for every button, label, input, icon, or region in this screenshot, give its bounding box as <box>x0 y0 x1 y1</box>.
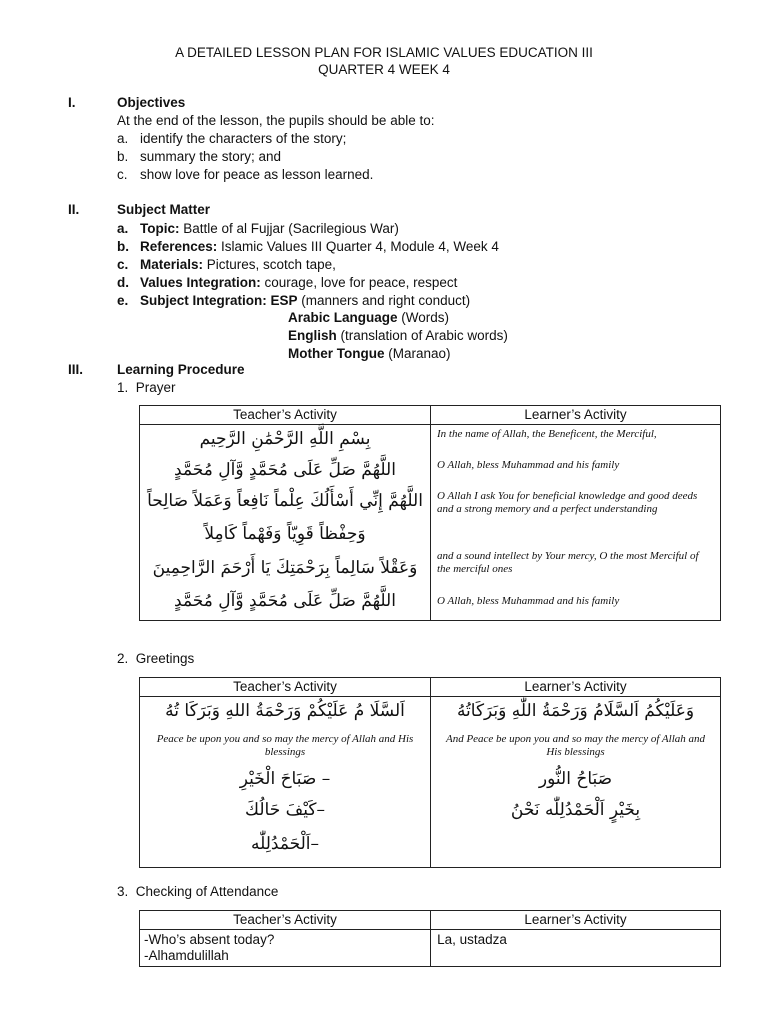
prayer-translation-line: O Allah, bless Muhammad and his family <box>437 459 620 471</box>
subject-value: Battle of al Fujjar (Sacrilegious War) <box>179 221 399 236</box>
subject-value: Islamic Values III Quarter 4, Module 4, Week 4 <box>217 239 499 254</box>
subject-sub-key: English <box>288 328 337 343</box>
subject-label: c. <box>117 257 129 272</box>
objective-label: a. <box>117 131 129 146</box>
attendance-teacher-cell <box>140 930 431 967</box>
subject-label: e. <box>117 293 129 308</box>
teacher-activity-header: Teacher’s Activity <box>140 406 431 425</box>
prayer-arabic-line: اللَّهُمَّ صَلِّ عَلَى مُحَمَّدٍ وَّآلِ مُحَمَّدٍ <box>174 460 396 480</box>
teacher-activity-header: Teacher’s Activity <box>140 678 431 697</box>
subject-key: Values Integration: <box>140 275 261 290</box>
greetings-teacher-cell <box>140 697 430 867</box>
step-attendance: 3. Checking of Attendance <box>117 884 279 899</box>
section-title-objectives: Objectives <box>117 95 186 110</box>
prayer-translation-line: O Allah, bless Muhammad and his family <box>437 595 620 607</box>
section-title-subject-matter: Subject Matter <box>117 202 211 217</box>
subject-item <box>117 238 499 255</box>
objective-label: b. <box>117 149 129 164</box>
attendance-learner-cell <box>431 930 721 967</box>
greeting-arabic-line: – صَبَاحَ الْخَيْرِ <box>239 769 331 789</box>
step-prayer: 1. Prayer <box>117 380 176 395</box>
section-title-procedure: Learning Procedure <box>117 362 245 377</box>
learner-activity-header: Learner’s Activity <box>431 911 721 930</box>
subject-value: courage, love for peace, respect <box>260 275 458 290</box>
prayer-translation-cell <box>431 425 720 620</box>
subject-sub-item <box>288 345 451 362</box>
subject-label: d. <box>117 275 129 290</box>
attendance-teacher-line: -Alhamdulillah <box>144 948 229 963</box>
subject-sub-item <box>288 327 508 344</box>
step-greetings: 2. Greetings <box>117 651 195 666</box>
objective-item <box>117 130 346 147</box>
greeting-response-line: صَبَاحُ النُّور <box>538 769 613 789</box>
section-number-objectives: I. <box>68 95 76 110</box>
subject-key: Materials: <box>140 257 204 272</box>
prayer-translation-line: O Allah I ask You for beneficial knowledge and good deeds and a strong memory and a perfect understanding <box>437 490 698 515</box>
greeting-arabic: اَلسَّلَا مُ عَلَيْكُمْ وَرَحْمَةُ اللهِ وَبَرَكَا تُهُ <box>165 701 405 721</box>
prayer-arabic-line: وَعَقْلاً سَالِماً بِرَحْمَتِكَ يَا أَرْحَمَ الرَّاحِمِينَ <box>152 558 418 578</box>
subject-sub-key: Mother Tongue <box>288 346 385 361</box>
objective-text: identify the characters of the story; <box>140 131 347 146</box>
prayer-arabic-line: وَحِفْظاً قَوِيّاً وَفَهْماً كَامِلاً <box>204 524 366 544</box>
subject-item <box>117 274 457 291</box>
greeting-response-line: بِخَيْرٍ اَلْحَمْدُلِلّٰه نَحْنُ <box>510 800 641 820</box>
learner-activity-header: Learner’s Activity <box>431 406 721 425</box>
subject-value: (manners and right conduct) <box>297 293 471 308</box>
objective-text: summary the story; and <box>140 149 282 164</box>
greetings-table <box>139 677 721 868</box>
subject-sub-item <box>288 309 449 326</box>
greeting-arabic-line: –اَلْحَمْدُلِلّٰه <box>250 834 320 854</box>
subject-sub-value: (translation of Arabic words) <box>336 328 508 343</box>
subject-item <box>117 292 470 309</box>
subject-sub-value: (Maranao) <box>384 346 451 361</box>
prayer-arabic-line: اللَّهُمَّ صَلِّ عَلَى مُحَمَّدٍ وَّآلِ مُحَمَّدٍ <box>174 591 396 611</box>
prayer-table <box>139 405 721 621</box>
subject-key: Topic: <box>140 221 180 236</box>
learner-activity-header: Learner’s Activity <box>431 678 721 697</box>
subject-label: b. <box>117 239 129 254</box>
greeting-response-translation: And Peace be upon you and so may the mercy of Allah and His blessings <box>445 733 706 758</box>
subject-item <box>117 256 336 273</box>
subject-sub-key: Arabic Language <box>288 310 398 325</box>
section-number-subject-matter: II. <box>68 202 80 217</box>
subject-value: Pictures, scotch tape, <box>203 257 336 272</box>
prayer-arabic-cell <box>140 425 430 620</box>
document-title-line1: A DETAILED LESSON PLAN FOR ISLAMIC VALUES EDUCATION III <box>175 45 593 60</box>
objectives-intro: At the end of the lesson, the pupils should be able to: <box>117 113 435 128</box>
teacher-activity-header: Teacher’s Activity <box>140 911 431 930</box>
greeting-arabic-line: –كَيْفَ حَالُكَ <box>245 800 325 820</box>
greetings-learner-cell <box>431 697 720 867</box>
objective-item <box>117 148 281 165</box>
subject-sub-value: (Words) <box>397 310 450 325</box>
subject-key: References: <box>140 239 218 254</box>
prayer-translation-line: In the name of Allah, the Beneficent, the Merciful, <box>437 428 657 440</box>
subject-item <box>117 220 399 237</box>
objective-label: c. <box>117 167 128 182</box>
greeting-translation: Peace be upon you and so may the mercy of Allah and His blessings <box>156 733 414 758</box>
prayer-translation-line: and a sound intellect by Your mercy, O the most Merciful of the merciful ones <box>437 550 699 575</box>
attendance-teacher-line: -Who’s absent today? <box>144 932 275 947</box>
objective-text: show love for peace as lesson learned. <box>140 167 374 182</box>
attendance-table <box>139 910 721 967</box>
subject-key: Subject Integration: ESP <box>140 293 298 308</box>
document-title-line2: QUARTER 4 WEEK 4 <box>318 62 450 77</box>
attendance-learner-response: La, ustadza <box>437 932 507 947</box>
objective-item <box>117 166 373 183</box>
section-number-procedure: III. <box>68 362 84 377</box>
subject-label: a. <box>117 221 129 236</box>
greeting-response-arabic: وَعَلَيْكُمُ اَلسَّلَامُ وَرَحْمَةُ اللّٰهِ وَبَرَكَاتُهُ <box>456 701 695 721</box>
prayer-arabic-line: بِسْمِ اللَّهِ الرَّحْمَٰنِ الرَّحِيم <box>199 429 371 449</box>
prayer-arabic-line: اللَّهُمَّ إِنِّي أَسْأَلُكَ عِلْماً نَافِعاً وَعَمَلاً صَالِحاً <box>147 491 423 511</box>
